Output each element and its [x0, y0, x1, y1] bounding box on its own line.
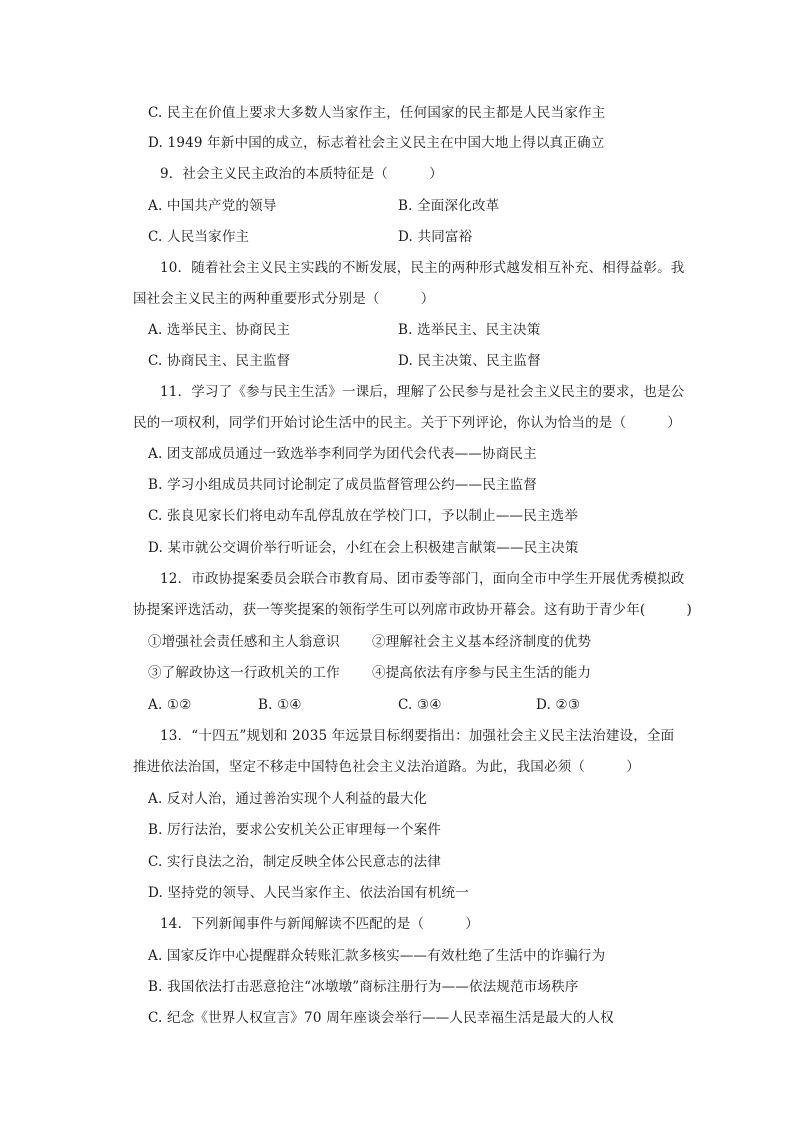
q12-option-d: D. ②③	[536, 697, 581, 713]
q10-option-a: A. 选举民主、协商民主	[148, 322, 291, 338]
q12-statement-3: ③了解政协这一行政机关的工作	[148, 665, 340, 681]
q12-option-c: C. ③④	[398, 697, 442, 713]
q11-option-d: D. 某市就公交调价举行听证会，小红在会上积极建言献策——民主决策	[148, 540, 579, 556]
q10-option-c: C. 协商民主、民主监督	[148, 353, 291, 369]
q11-option-c: C. 张良见家长们将电动车乱停乱放在学校门口，予以制止——民主选举	[148, 508, 579, 524]
q13-stem-line2: 推进依法治国，坚定不移走中国特色社会主义法治道路。为此，我国必须（ ）	[133, 759, 640, 775]
q10-stem-line2: 国社会主义民主的两种重要形式分别是（ ）	[133, 291, 435, 307]
q12-statement-1: ①增强社会责任感和主人翁意识	[148, 634, 340, 650]
q10-option-d: D. 民主决策、民主监督	[398, 353, 541, 369]
q14-option-a: A. 国家反诈中心提醒群众转账汇款多核实——有效杜绝了生活中的诈骗行为	[148, 948, 606, 964]
q12-option-b: B. ①④	[258, 697, 302, 713]
q13-option-d: D. 坚持党的领导、人民当家作主、依法治国有机统一	[148, 885, 469, 901]
q11-stem-line2: 民的一项权利，同学们开始讨论生活中的民主。关于下列评论，你认为恰当的是（ ）	[133, 415, 681, 431]
q12-statement-4: ④提高依法有序参与民主生活的能力	[372, 665, 592, 681]
q10-stem-line1: 10．随着社会主义民主实践的不断发展，民主的两种形式越发相互补充、相得益彰。我	[160, 260, 685, 276]
q9-option-c: C. 人民当家作主	[148, 229, 250, 245]
q10-option-b: B. 选举民主、民主决策	[398, 322, 541, 338]
q8-option-c: C. 民主在价值上要求大多数人当家作主，任何国家的民主都是人民当家作主	[148, 105, 606, 121]
q13-stem-line1: 13．“十四五”规划和 2035 年远景目标纲要指出：加强社会主义民主法治建设，全面	[160, 728, 675, 744]
q9-option-b: B. 全面深化改革	[398, 198, 500, 214]
q13-option-b: B. 厉行法治，要求公安机关公正审理每一个案件	[148, 822, 442, 838]
q13-option-a: A. 反对人治，通过善治实现个人利益的最大化	[148, 791, 428, 807]
q9-stem: 9．社会主义民主政治的本质特征是（ ）	[160, 166, 443, 182]
q8-option-d: D. 1949 年新中国的成立，标志着社会主义民主在中国大地上得以真正确立	[148, 135, 605, 151]
q11-option-b: B. 学习小组成员共同讨论制定了成员监督管理公约——民主监督	[148, 477, 538, 493]
q9-option-a: A. 中国共产党的领导	[148, 198, 277, 214]
q11-stem-line1: 11．学习了《参与民主生活》一课后，理解了公民参与是社会主义民主的要求，也是公	[160, 384, 685, 400]
q14-option-c: C. 纪念《世界人权宣言》70 周年座谈会举行——人民幸福生活是最大的人权	[148, 1010, 614, 1026]
q13-option-c: C. 实行良法之治，制定反映全体公民意志的法律	[148, 854, 442, 870]
q12-stem-line2: 协提案评选活动，获一等奖提案的领衔学生可以列席市政协开幕会。这有助于青少年( )	[133, 602, 692, 618]
q12-stem-line1: 12．市政协提案委员会联合市教育局、团市委等部门，面向全市中学生开展优秀模拟政	[160, 571, 685, 587]
q12-statement-2: ②理解社会主义基本经济制度的优势	[372, 634, 592, 650]
q14-option-b: B. 我国依法打击恶意抢注“冰墩墩”商标注册行为——依法规范市场秩序	[148, 979, 579, 995]
q11-option-a: A. 团支部成员通过一致选举李利同学为团代会代表——协商民主	[148, 446, 537, 462]
q14-stem: 14．下列新闻事件与新闻解读不匹配的是（ ）	[160, 916, 479, 932]
q12-option-a: A. ①②	[148, 697, 192, 713]
q9-option-d: D. 共同富裕	[398, 229, 473, 245]
